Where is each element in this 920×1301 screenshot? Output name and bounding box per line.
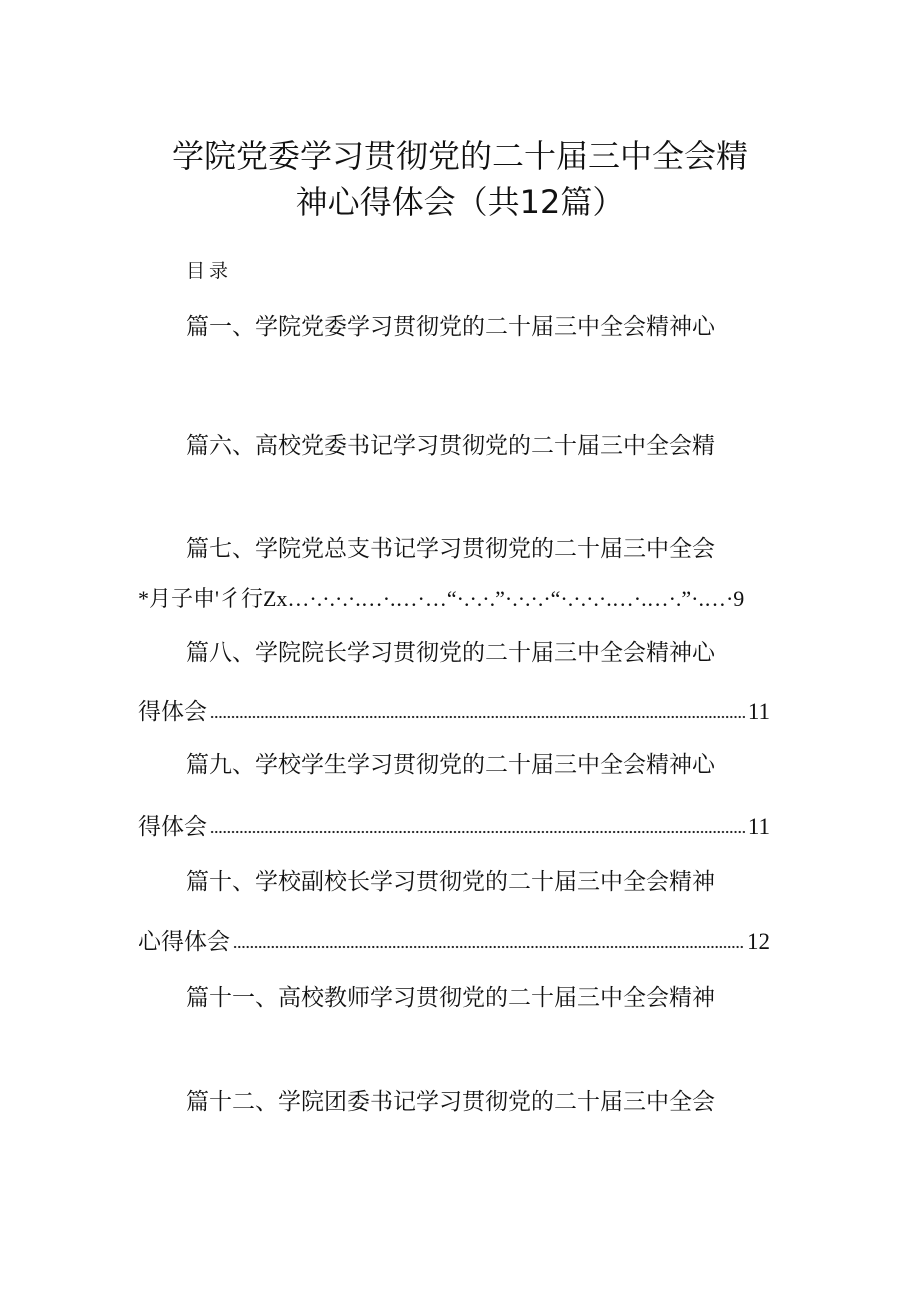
toc-entry-10-dot-leader <box>233 944 744 950</box>
toc-entry-12-heading[interactable]: 篇十二、学院团委书记学习贯彻党的二十届三中全会 <box>186 1089 715 1115</box>
toc-entry-6-heading[interactable]: 篇六、高校党委书记学习贯彻党的二十届三中全会精 <box>186 433 715 459</box>
toc-entry-10-heading[interactable]: 篇十、学校副校长学习贯彻党的二十届三中全会精神 <box>186 869 715 895</box>
toc-entry-1-heading[interactable]: 篇一、学院党委学习贯彻党的二十届三中全会精神心 <box>186 314 715 340</box>
toc-entry-8-heading[interactable]: 篇八、学院院长学习贯彻党的二十届三中全会精神心 <box>186 640 715 666</box>
toc-entry-9-continuation[interactable] <box>138 809 770 843</box>
toc-entry-11-heading[interactable]: 篇十一、高校教师学习贯彻党的二十届三中全会精神 <box>186 985 715 1011</box>
toc-entry-10-cont-text: 心得体会 <box>138 929 230 955</box>
toc-entry-8-continuation[interactable] <box>138 694 770 728</box>
toc-entry-9-heading[interactable]: 篇九、学校学生学习贯彻党的二十届三中全会精神心 <box>186 752 715 778</box>
toc-entry-9-page-number: 11 <box>747 814 770 839</box>
toc-entry-8-page-number: 11 <box>747 699 770 724</box>
document-title-line-2: 神心得体会（共12篇） <box>295 183 625 221</box>
toc-entry-10-page-number: 12 <box>747 929 770 954</box>
toc-entry-10-continuation[interactable] <box>138 924 770 958</box>
toc-entry-7-garbled-line[interactable]: *月子申'彳行Zx…·.·.·.·.…·.…·…“·.·.·.”·.·.·.·“·.·.·.·.…·.…·.”·.…·9 <box>138 586 745 611</box>
toc-entry-8-dot-leader <box>210 714 745 720</box>
toc-entry-8-cont-text: 得体会 <box>138 699 207 725</box>
toc-entry-9-dot-leader <box>210 829 745 835</box>
toc-entry-9-cont-text: 得体会 <box>138 814 207 840</box>
toc-label: 目录 <box>186 260 233 282</box>
document-title-line-1: 学院党委学习贯彻党的二十届三中全会精 <box>171 137 748 175</box>
toc-entry-7-heading[interactable]: 篇七、学院党总支书记学习贯彻党的二十届三中全会 <box>186 536 715 562</box>
